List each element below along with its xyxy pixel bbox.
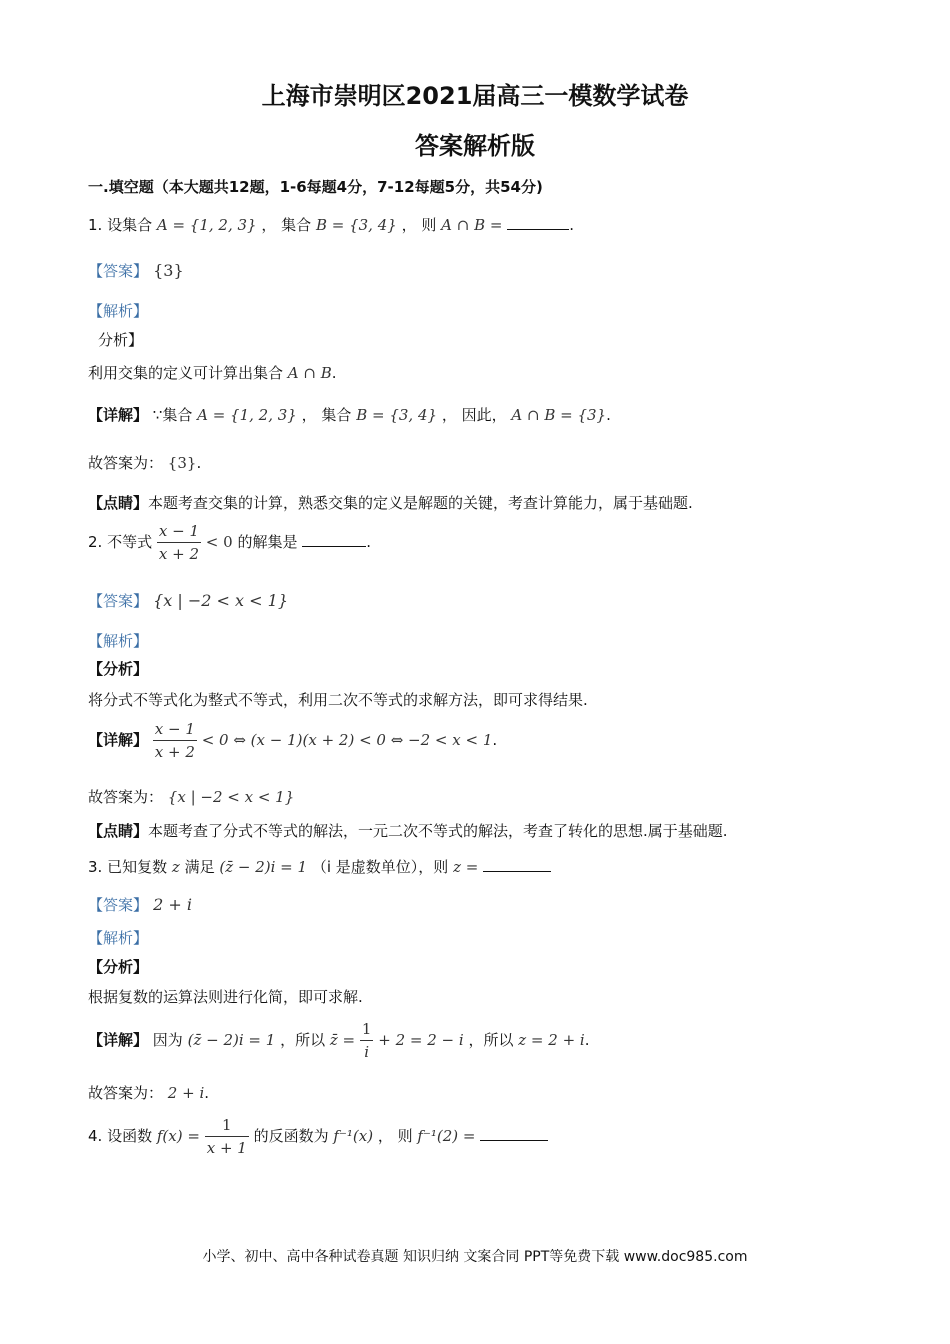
q4-expr: f⁻¹(2) =	[417, 1127, 476, 1145]
q1-conclusion-end: .	[196, 454, 202, 472]
q2-jiexi-tag: 【解析】	[88, 632, 149, 650]
q3-condition: (z̄ − 2)i = 1	[219, 858, 308, 876]
q1-end: .	[569, 216, 574, 234]
q1-set-b: B = {3, 4}	[315, 216, 397, 234]
question-2-stem	[88, 520, 371, 565]
q1-fenxi-pre: 利用交集的定义可计算出集合	[88, 364, 284, 382]
q1-detail-end: .	[606, 406, 611, 424]
q3-detail-mid2: ，所以	[468, 1031, 514, 1049]
q2-stem-post: 的解集是	[237, 533, 298, 551]
q1-conclusion-pre: 故答案为：	[88, 454, 164, 472]
q3-answer-value: 2 + i	[153, 895, 192, 914]
q3-detail-pre: 因为	[152, 1031, 183, 1049]
q1-fenxi-expr: A ∩ B	[287, 364, 332, 382]
answer-tag: 【答案】	[88, 592, 149, 610]
q1-fenxi-tag: 分析】	[98, 331, 144, 349]
q1-expr: A ∩ B =	[441, 216, 503, 234]
q2-detail-end: .	[492, 731, 498, 749]
q1-mid1: ， 集合	[261, 216, 312, 234]
q2-conclusion-pre: 故答案为：	[88, 788, 164, 806]
q1-detail-pre: ∵集合	[152, 406, 193, 424]
q3-stem-mid: 满足	[184, 858, 215, 876]
q4-f-lhs: f(x) =	[156, 1127, 200, 1145]
q4-answer-blank	[480, 1126, 548, 1141]
question-3-stem	[88, 856, 551, 877]
q1-detail-result: A ∩ B = {3}	[511, 406, 607, 424]
q4-frac-num: 1	[205, 1114, 249, 1137]
q3-detail-result: z = 2 + i	[518, 1031, 585, 1049]
q2-fenxi-tag: 【分析】	[88, 660, 149, 678]
q1-detail	[88, 404, 611, 425]
q1-detail-mid2: ， 因此，	[441, 406, 507, 424]
q2-rel: < 0	[205, 533, 233, 551]
q4-fraction	[205, 1114, 249, 1159]
q1-answer-value: {3}	[153, 261, 184, 280]
q3-detail-lhs: z̄ =	[329, 1031, 356, 1049]
answer-tag: 【答案】	[88, 262, 149, 280]
page-footer: 小学、初中、高中各种试卷真题 知识归纳 文案合同 PPT等免费下载 www.doc985.com	[202, 1249, 748, 1265]
answer-tag: 【答案】	[88, 896, 149, 914]
q3-fenxi-text: 根据复数的运算法则进行化简，即可求解.	[88, 988, 363, 1006]
q3-detail-frac-num: 1	[360, 1018, 374, 1041]
detail-tag: 【详解】	[88, 731, 149, 749]
q1-conclusion	[88, 452, 201, 473]
q1-set-a: A = {1, 2, 3}	[156, 216, 257, 234]
q1-detail-set-b: B = {3, 4}	[356, 406, 438, 424]
q1-dianjing	[88, 492, 693, 513]
q1-answer-blank	[507, 215, 569, 230]
q2-fraction	[157, 520, 201, 565]
q4-stem-mid2: ， 则	[377, 1127, 413, 1145]
detail-tag: 【详解】	[88, 1031, 149, 1049]
q3-jiexi-tag: 【解析】	[88, 929, 149, 947]
q4-frac-den: x + 1	[206, 1139, 247, 1157]
q3-detail-rhs: + 2 = 2 − i	[378, 1031, 464, 1049]
q2-stem-pre: 2. 不等式	[88, 533, 153, 551]
q2-conclusion-value: {x | −2 < x < 1}	[167, 788, 295, 806]
q2-end: .	[366, 533, 372, 551]
q1-detail-set-a: A = {1, 2, 3}	[197, 406, 297, 424]
q3-answer-blank	[483, 857, 551, 872]
q1-stem-pre: 1. 设集合	[88, 216, 153, 234]
question-1-stem	[88, 214, 574, 235]
q2-detail-num: x − 1	[153, 718, 197, 741]
dianjing-tag: 【点睛】	[88, 494, 149, 512]
q3-paren: （i 是虚数单位），则	[311, 858, 449, 876]
q3-detail-fraction	[360, 1018, 374, 1063]
q3-conclusion-end: .	[204, 1084, 210, 1102]
page-subtitle: 答案解析版	[415, 132, 535, 160]
detail-tag: 【详解】	[88, 406, 149, 424]
q3-conclusion-pre: 故答案为：	[88, 1084, 164, 1102]
q1-conclusion-value: {3}	[167, 454, 197, 472]
q3-z: z	[171, 858, 180, 876]
q2-fenxi-text: 将分式不等式化为整式不等式，利用二次不等式的求解方法，即可求得结果.	[88, 691, 588, 709]
q2-frac-den: x + 2	[158, 545, 199, 563]
q3-fenxi-tag: 【分析】	[88, 958, 149, 976]
q2-detail-den: x + 2	[154, 743, 195, 761]
q3-detail-end: .	[584, 1031, 590, 1049]
q1-mid2: ， 则	[401, 216, 437, 234]
section-heading: 一.填空题（本大题共12题，1-6每题4分，7-12每题5分，共54分)	[88, 178, 543, 196]
q2-detail-fraction	[153, 718, 197, 763]
q2-conclusion	[88, 786, 294, 807]
q2-detail-chain: < 0 ⇔ (x − 1)(x + 2) < 0 ⇔ −2 < x < 1	[201, 731, 493, 749]
q3-detail	[88, 1018, 589, 1063]
question-4-stem	[88, 1114, 548, 1159]
q3-conclusion-value: 2 + i	[167, 1084, 205, 1102]
q2-answer-value: {x | −2 < x < 1}	[153, 591, 288, 610]
q2-frac-num: x − 1	[157, 520, 201, 543]
q3-detail-mid: ，所以	[280, 1031, 326, 1049]
q2-dianjing	[88, 820, 728, 841]
q1-fenxi-text	[88, 362, 337, 383]
q1-detail-mid: ， 集合	[301, 406, 352, 424]
q2-dianjing-text: 本题考查了分式不等式的解法，一元二次不等式的解法，考查了转化的思想.属于基础题.	[148, 822, 728, 840]
q4-stem-mid: 的反函数为	[253, 1127, 329, 1145]
q4-inverse: f⁻¹(x)	[333, 1127, 374, 1145]
q1-jiexi-tag: 【解析】	[88, 302, 149, 320]
q3-detail-condition: (z̄ − 2)i = 1	[187, 1031, 276, 1049]
q3-stem-pre: 3. 已知复数	[88, 858, 168, 876]
q3-expr: z =	[453, 858, 479, 876]
q1-fenxi-end: .	[331, 364, 337, 382]
dianjing-tag: 【点睛】	[88, 822, 149, 840]
q3-conclusion	[88, 1082, 209, 1103]
page-title: 上海市崇明区2021届高三一模数学试卷	[261, 82, 689, 110]
q1-answer	[88, 260, 184, 281]
q2-detail	[88, 718, 497, 763]
q2-answer-blank	[302, 532, 366, 547]
q4-stem-pre: 4. 设函数	[88, 1127, 153, 1145]
q3-answer	[88, 894, 192, 915]
q2-answer	[88, 590, 288, 611]
q1-dianjing-text: 本题考查交集的计算，熟悉交集的定义是解题的关键，考查计算能力，属于基础题.	[148, 494, 693, 512]
q3-detail-frac-den: i	[364, 1043, 370, 1061]
